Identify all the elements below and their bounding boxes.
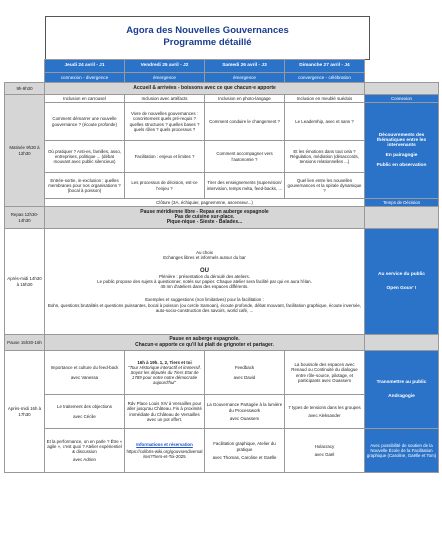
side-pairing: En pairagogie: [385, 153, 418, 159]
choice-line: Au choix: [196, 250, 213, 256]
pause-bar: [45, 335, 365, 351]
ou-label: OU: [200, 267, 209, 274]
time-pause: Pause 15h30-16h: [5, 335, 45, 351]
side-note: Avec possibilité de soutien de la Nouvelle École de la Facilitation graphique (Caroline, Gaëlle et Tom): [365, 429, 439, 473]
program-title: Agora des Nouvelles Gouvernances: [126, 25, 289, 36]
side-andra: Andragogie: [388, 393, 415, 399]
morning-r3-c4: Quel lien entre les nouvelles gouvernances et la spirale dynamique ?: [285, 173, 365, 199]
side-morning: [365, 103, 439, 199]
side-decision: Temps de Décision: [365, 199, 439, 207]
morning-r2-c3: Comment accompagner vers l'autonomie ?: [205, 141, 285, 173]
morning-r3-c1: Entrée-sortie, in-exclusion : quelles membranes pour nos organisations ? (bocal à poisson): [45, 173, 125, 199]
late-r1-c3-title: Feedback: [234, 365, 255, 371]
late-r2-c4-by: avec Aleksander: [308, 413, 341, 419]
lunch-line-2: Pas de cuisine sur-place.: [174, 214, 235, 221]
examples-title: Exemples et suggestions (non limitatives) pour la facilitation :: [145, 297, 264, 303]
lunch-bar: [45, 207, 365, 229]
day-header-3: Samedi 26 avril - J3: [205, 60, 285, 73]
late-r2-c2: Rdv Place Louis XIV à Versailles pour aller jusqu'au Château. Fin à proximité immédiate du Château de Versailles avec un pot offert.: [125, 395, 205, 429]
day-subtitle-4: convergence - célébration: [285, 72, 365, 83]
side-open: Open Gouv' !: [386, 285, 417, 291]
morning-closing: Clôture (3A, échiquier, pagnemmne, ascenseur...): [45, 199, 365, 207]
morning-header-4: Inclusion en meublé suédois: [285, 95, 365, 103]
time-morning: Matinée 9h30 à 12h30: [5, 95, 45, 207]
time-lunch: Repas 12h30-14h30: [5, 207, 45, 229]
late-r3-c3-title: Facilitation graphique, Atelier du pratique: [213, 441, 276, 452]
day-header-1: Jeudi 24 avril - J1: [45, 60, 125, 73]
day-header-2: Vendredi 25 avril - J2: [125, 60, 205, 73]
late-r1-c1: [45, 351, 125, 395]
day-subtitle-3: émergence: [205, 72, 285, 83]
morning-header-2: Inclusion avec artéfacts: [125, 95, 205, 103]
late-r3-c2: [125, 429, 205, 473]
program-subtitle: Programme détaillé: [163, 37, 252, 48]
bar-line: Echanges libres et informels autour du bar: [163, 255, 246, 261]
afternoon-plenary: [45, 229, 365, 335]
morning-r1-c2: Vivre de nouvelles gouvernances : concrètement quels pré-requis ? quelles structures ? quelles bases ? quels rôles ? quels processus ?: [125, 103, 205, 141]
late-r3-c3: [205, 429, 285, 473]
morning-r3-c2: Les processus de décision, est-ce l'enjeu ?: [125, 173, 205, 199]
side-service: Au service du public: [378, 272, 425, 278]
program-table: [4, 59, 439, 473]
late-r2-c1-title: Le traitement des objections: [57, 404, 112, 410]
late-r1-c3-by: avec David: [233, 374, 256, 380]
late-r3-c4-by: avec Gaël: [314, 452, 335, 458]
pause-line-1: Pause en auberge espagnole.: [169, 336, 240, 343]
morning-r1-c3: Comment conduire le changement ?: [205, 103, 285, 141]
day-subtitle-2: émergence: [125, 72, 205, 83]
pleniere-line: Plénière : présentation du déroulé des ateliers.: [159, 273, 250, 279]
late-r1-c2-quote: "Tour Historique interactif et immersif. Soyez les députés du Tiers Etat de 1789 pour notre notre démocratie aujourd'hui": [128, 364, 201, 386]
corner-cell: [5, 60, 45, 73]
side-discovery: Découvrements des thématiques entre les intervenants: [376, 132, 427, 149]
morning-header-3: Inclusion en photo-langage: [205, 95, 285, 103]
side-afternoon: [365, 229, 439, 335]
side-corner: [365, 60, 439, 73]
late-r3-c4-title: Holacracy: [314, 443, 335, 449]
late-r2-c3-by: avec Ouassem: [229, 415, 260, 421]
morning-header-1: Inclusion en carrousel: [45, 95, 125, 103]
morning-r1-c1: Comment démarrer une nouvelle gouvernance ? (écoute profonde): [45, 103, 125, 141]
late-r1-c2: [125, 351, 205, 395]
late-r3-c4: [285, 429, 365, 473]
morning-r2-c1: Où pratiquer ? Anti-es, familles, asso, entreprises, politique ... (débat mouvant avec public silencieux): [45, 141, 125, 173]
late-r3-c1-by: avec Adrien: [73, 457, 96, 463]
late-r2-c4-title: 7 types de tensions dans les groupes: [288, 404, 361, 410]
pause-line-2: Chacun·e apporte ce qu'il lui plaît de grignoter et partager.: [135, 341, 274, 348]
morning-r3-c3: Tirer des enseignements (supervision/ intervision, temps méta, feed-backs, ...: [205, 173, 285, 199]
side-public: Public en observation: [376, 163, 427, 169]
time-afternoon: Après-midi 14h30 à 15h30: [5, 229, 45, 335]
late-r2-c4: [285, 395, 365, 429]
late-r3-c1-title: Et la performance, on en parle ? Être « agile », c'est quoi ? Atelier expérientiel & discussion: [46, 438, 123, 455]
side-late: [365, 351, 439, 429]
late-r1-c2-title: 16h à 19h. 1, 2, Tiers et toi: [137, 359, 192, 365]
late-r2-c3: [205, 395, 285, 429]
reservation-link[interactable]: Informations et réservation: [136, 441, 193, 447]
late-r1-c4: La boussole des espaces avec Renaud ou Continuité du dialogue entre rôle-source, pilotage, et participants avec Ouassem: [285, 351, 365, 395]
late-r2-c1: [45, 395, 125, 429]
late-r1-c1-by: avec Vanessa: [70, 374, 99, 380]
day-subtitle-1: connexion - divergence: [45, 72, 125, 83]
late-r1-c1-title: Importance et culture du feed-back: [50, 365, 119, 371]
lunch-line-3: Pique-nique - Sieste - Balades...: [166, 219, 243, 226]
time-late: Après-midi 16h à 17h30: [5, 351, 45, 473]
welcome-bar: Accueil & arrivées - boissons avec ce que chacun·e apporte: [45, 83, 365, 95]
late-r1-c3: [205, 351, 285, 395]
lunch-line-1: Pause méridienne libre - Repas en auberge espagnole: [140, 208, 269, 215]
duration-line: 45 mn d'ateliers dans des espaces différents.: [160, 284, 249, 290]
examples-text: Bohn, questions brutalités et questions puissantes, bocal à poisson (ou cercle Samoan), écoute profonde, débat mouvant, facilitation graphique, écoute inversée, auto-socio-construction des savoirs, world café, ...: [47, 302, 362, 313]
side-connexion: Connexion: [365, 95, 439, 103]
morning-r1-c4: Le Leadership, avec et sans ?: [285, 103, 365, 141]
side-transmit: Transmettre au public: [376, 380, 427, 386]
morning-r2-c2: Facilitation : enjeux et limites ?: [125, 141, 205, 173]
reservation-url[interactable]: https://colibris-wiki.org/gouvsesdiversalites?Tiers-et-Toi-2025: [126, 449, 203, 460]
program-header: [45, 16, 370, 60]
late-r3-c3-by: avec Thomas, Caroline et Gaëlle: [212, 454, 277, 460]
morning-r2-c4: Et les émotions dans tout cela ? Régulation, médiation (désaccords, tensions relationnelles ...): [285, 141, 365, 173]
public-line: Le public propose des sujets à questionner, notés sur papier. Chaque atelier sera facilité par qui en aura l'élan.: [97, 279, 312, 285]
late-r2-c3-title: La Gouvernance Partagée à la lumière du Processwork: [206, 402, 283, 413]
time-9h: 9h-9h30: [5, 83, 45, 95]
day-header-4: Dimanche 27 avril - J4: [285, 60, 365, 73]
late-r3-c1: [45, 429, 125, 473]
late-r2-c1-by: avec Cécile: [73, 413, 96, 419]
